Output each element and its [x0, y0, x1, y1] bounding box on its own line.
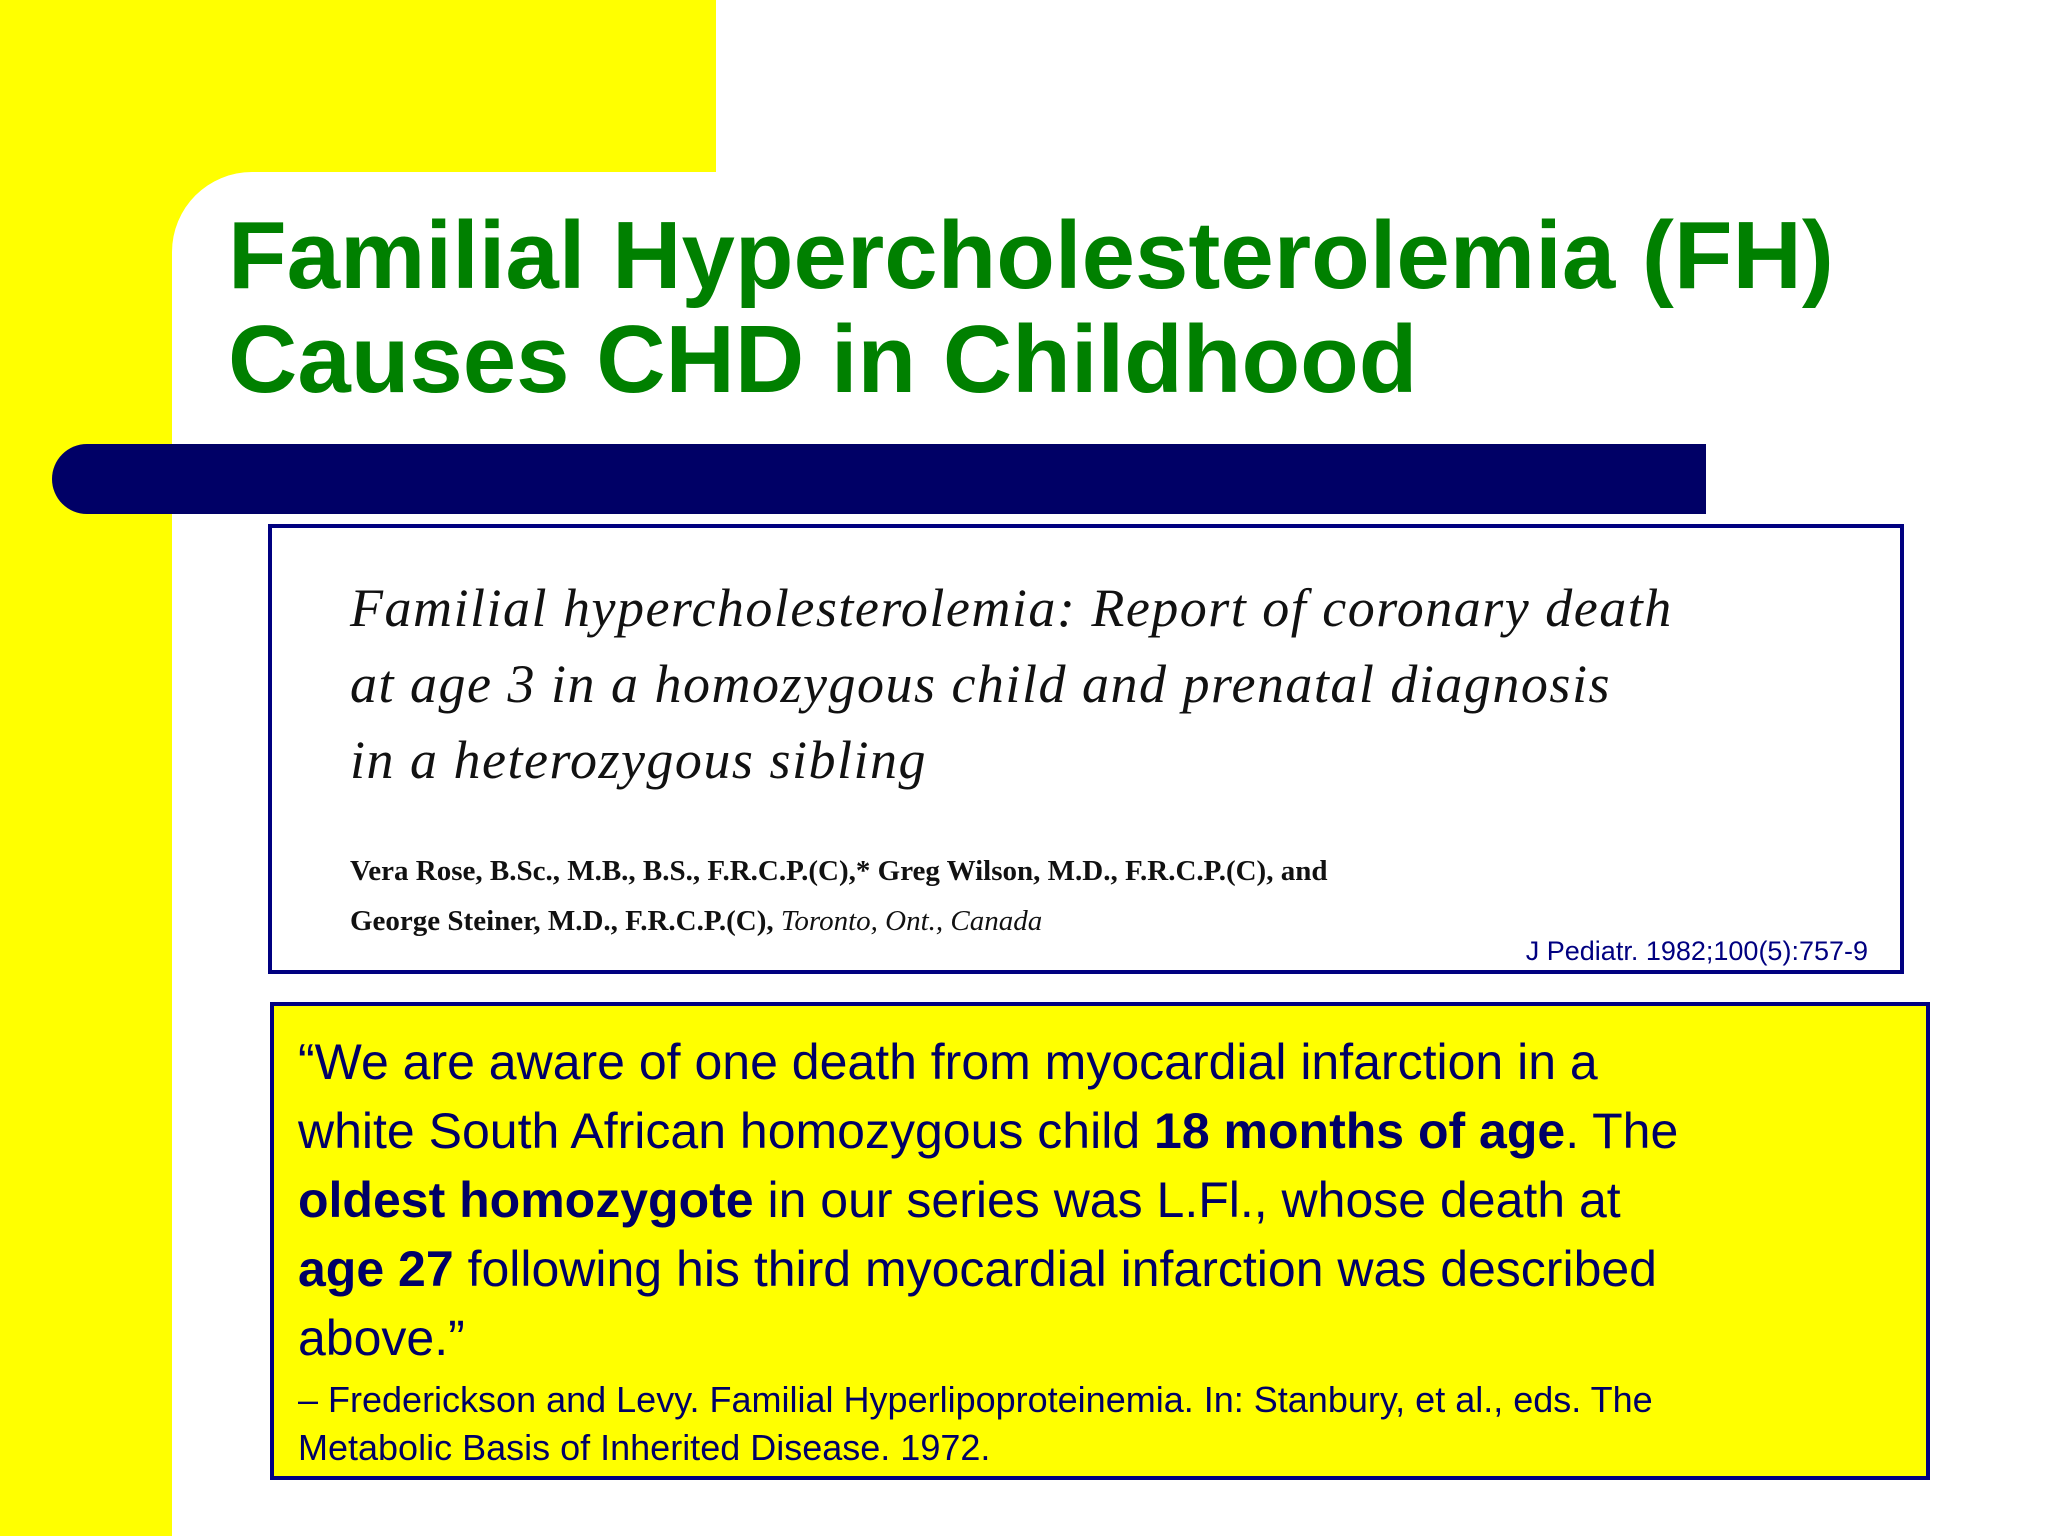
quote-line1: “We are aware of one death from myocardial infarction in a: [298, 1034, 1598, 1090]
yellow-top-band: [0, 0, 716, 172]
quote-line5: above.”: [298, 1310, 465, 1366]
quote-line4-text: following his third myocardial infarction was described: [453, 1241, 1657, 1297]
article-title: [350, 570, 1890, 798]
article-title-line2: at age 3 in a homozygous child and prenatal diagnosis: [350, 654, 1611, 714]
quote-line3: [298, 1166, 1908, 1235]
authors-line1: [350, 846, 1890, 896]
quote-text: [298, 1028, 1908, 1373]
quote-source: [298, 1376, 1908, 1472]
quote-emphasis-age-27: age 27: [298, 1241, 454, 1297]
authors-location: Toronto, Ont., Canada: [780, 905, 1043, 937]
authors-line2-names: George Steiner, M.D., F.R.C.P.(C),: [350, 905, 774, 937]
article-title-line1: Familial hypercholesterolemia: Report of coronary death: [350, 578, 1673, 638]
slide-title-line2: Causes CHD in Childhood: [228, 306, 1418, 413]
journal-reference: J Pediatr. 1982;100(5):757-9: [1525, 936, 1868, 966]
article-authors: [350, 846, 1890, 946]
quote-line2-text-b: . The: [1565, 1103, 1679, 1159]
article-title-line3: in a heterozygous sibling: [350, 730, 927, 790]
slide-title-line1: Familial Hypercholesterolemia (FH): [228, 202, 1834, 309]
article-citation-box: [268, 524, 1904, 974]
quote-emphasis-oldest: oldest homozygote: [298, 1172, 754, 1228]
quote-line2-text-a: white South African homozygous child: [298, 1103, 1155, 1159]
title-divider-bar: [52, 444, 1706, 514]
quote-line3-text: in our series was L.Fl., whose death at: [753, 1172, 1621, 1228]
slide-title: [228, 204, 2018, 412]
quote-box: [270, 1002, 1930, 1480]
yellow-side-band: [0, 0, 172, 1536]
quote-source-line2: Metabolic Basis of Inherited Disease. 1972.: [298, 1427, 991, 1468]
authors-line1-text: Vera Rose, B.Sc., M.B., B.S., F.R.C.P.(C),* Greg Wilson, M.D., F.R.C.P.(C), and: [350, 855, 1328, 887]
quote-line4: [298, 1235, 1908, 1304]
quote-line2: [298, 1097, 1908, 1166]
quote-emphasis-18-months: 18 months of age: [1154, 1103, 1566, 1159]
quote-source-line1: – Frederickson and Levy. Familial Hyperlipoproteinemia. In: Stanbury, et al., eds. The: [298, 1379, 1653, 1420]
